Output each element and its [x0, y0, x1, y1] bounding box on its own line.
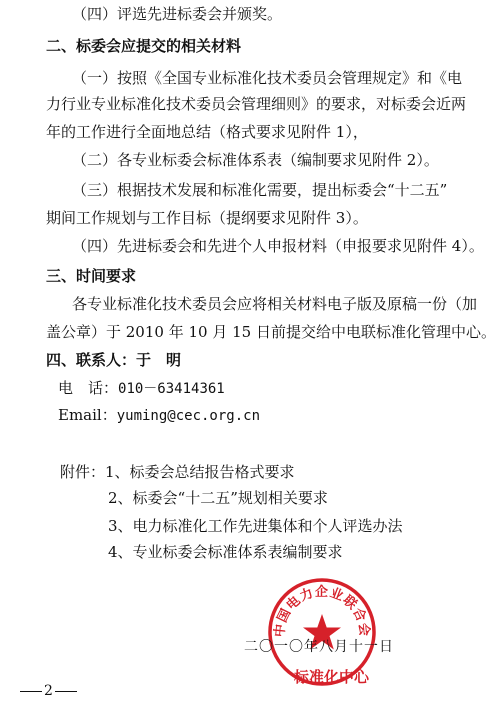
attachments-label-line [60, 462, 500, 482]
attachments-label: 附件： [60, 463, 106, 481]
footer-dash-right [55, 691, 77, 692]
item-four-award: （四）评选先进标委会并颁奖。 [72, 5, 283, 23]
time-requirement-line-2: 盖公章）于 2010 年 10 月 15 日前提交给中电联标准化管理中心。 [46, 323, 496, 341]
footer-dash-left [20, 691, 42, 692]
material-item-3-line-2: 期间工作规划与工作目标（提纲要求见附件 3）。 [46, 209, 368, 227]
contact-phone [58, 378, 500, 399]
seal-org-text: 中国电力企业联合会 [272, 584, 372, 638]
document-date: 二〇一〇年八月十一日 [244, 639, 394, 655]
email-label: Email： [58, 406, 117, 424]
attachment-item-3: 3、电力标准化工作先进集体和个人评选办法 [108, 517, 403, 535]
material-item-4: （四）先进标委会和先进个人申报材料（申报要求见附件 4）。 [72, 237, 484, 255]
section-heading-contact: 四、联系人：于 明 [46, 351, 182, 369]
material-item-1-line-1: （一）按照《全国专业标准化技术委员会管理规定》和《电 [72, 69, 463, 87]
attachment-item-1: 1、标委会总结报告格式要求 [105, 463, 295, 481]
seal-unit-text: 标准化中心 [294, 668, 370, 686]
attachment-item-2: 2、标委会“十二五”规划相关要求 [108, 489, 328, 507]
section-heading-materials: 二、标委会应提交的相关材料 [46, 37, 242, 55]
time-requirement-line-1: 各专业标准化技术委员会应将相关材料电子版及原稿一份（加 [72, 295, 478, 313]
page-number: 2 [44, 683, 53, 699]
email-address: yuming@cec.org.cn [116, 408, 261, 424]
phone-label: 电 话： [58, 379, 119, 397]
section-heading-time: 三、时间要求 [46, 267, 137, 285]
contact-email [58, 405, 500, 426]
phone-number: 010－63414361 [118, 381, 225, 397]
material-item-3-line-1: （三）根据技术发展和标准化需要，提出标委会“十二五” [72, 181, 448, 199]
material-item-2: （二）各专业标委会标准体系表（编制要求见附件 2）。 [72, 151, 439, 169]
material-item-1-line-3: 年的工作进行全面地总结（格式要求见附件 1）， [46, 123, 368, 141]
page-footer [20, 683, 79, 699]
attachment-item-4: 4、专业标委会标准体系表编制要求 [108, 543, 343, 561]
material-item-1-line-2: 力行业专业标准化技术委员会管理细则》的要求，对标委会近两 [46, 95, 467, 113]
